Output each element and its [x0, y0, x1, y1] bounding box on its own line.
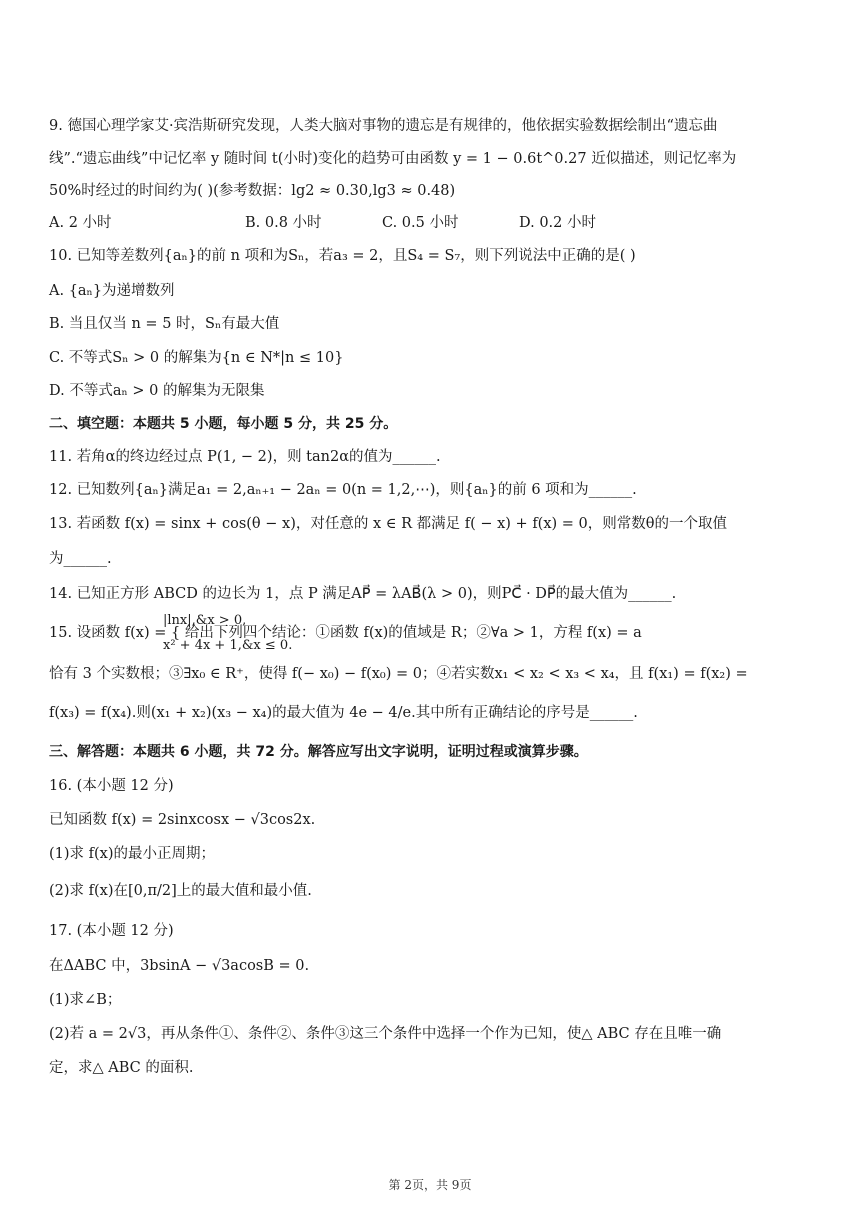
q15-line-1: 15. 设函数 f(x) = { 给出下列四个结论：①函数 f(x)的值域是 R；②∀a > 1，方程 f(x) = a — [49, 625, 642, 641]
q9-line-1: 9. 德国心理学家艾·宾浩斯研究发现，人类大脑对事物的遗忘是有规律的，他依据实验数据绘制出“遗忘曲 — [49, 118, 718, 134]
q13-line-2: 为______. — [49, 551, 112, 567]
q15-line-2: 恰有 3 个实数根；③∃x₀ ∈ R⁺，使得 f(− x₀) − f(x₀) = 0；④若实数x₁ < x₂ < x₃ < x₄，且 f(x₁) = f(x₂) = — [49, 666, 748, 682]
q9-option-c: C. 0.5 小时 — [382, 215, 459, 231]
q10-option-a: A. {aₙ}为递增数列 — [49, 283, 175, 299]
q9-options — [49, 212, 819, 234]
q10-option-c: C. 不等式Sₙ > 0 的解集为{n ∈ N*|n ≤ 10} — [49, 350, 344, 366]
q16-title: 16. (本小题 12 分) — [49, 778, 174, 794]
q17-part-2-line-1: (2)若 a = 2√3，再从条件①、条件②、条件③这三个条件中选择一个作为已知，使△ ABC 存在且唯一确 — [49, 1026, 722, 1042]
section-answer-title: 三、解答题：本题共 6 小题，共 72 分。解答应写出文字说明，证明过程或演算步骤。 — [49, 744, 588, 760]
section-fill-in-title: 二、填空题：本题共 5 小题，每小题 5 分，共 25 分。 — [49, 416, 398, 432]
q12: 12. 已知数列{aₙ}满足a₁ = 2,aₙ₊₁ − 2aₙ = 0(n = 1,2,⋯)，则{aₙ}的前 6 项和为______. — [49, 482, 637, 498]
q9-option-b: B. 0.8 小时 — [245, 215, 322, 231]
q13-line-1: 13. 若函数 f(x) = sinx + cos(θ − x)，对任意的 x ∈ R 都满足 f( − x) + f(x) = 0，则常数θ的一个取值 — [49, 516, 727, 532]
q11: 11. 若角α的终边经过点 P(1, − 2)，则 tan2α的值为______. — [49, 449, 441, 465]
page-number: 第 2页，共 9页 — [388, 1178, 472, 1192]
q17-part-2-line-2: 定，求△ ABC 的面积. — [49, 1060, 194, 1076]
q10-stem: 10. 已知等差数列{aₙ}的前 n 项和为Sₙ，若a₃ = 2，且S₄ = S₇，则下列说法中正确的是( ) — [49, 248, 636, 264]
q9-line-2: 线”.“遗忘曲线”中记忆率 y 随时间 t(小时)变化的趋势可由函数 y = 1 − 0.6t^0.27 近似描述，则记忆率为 — [49, 151, 737, 167]
q15-case-2: x² + 4x + 1,&x ≤ 0. — [163, 638, 293, 653]
q16-given: 已知函数 f(x) = 2sinxcosx − √3cos2x. — [49, 812, 316, 828]
q10-option-d: D. 不等式aₙ > 0 的解集为无限集 — [49, 383, 265, 399]
q15-case-1: |lnx|,&x > 0, — [163, 613, 247, 628]
q14: 14. 已知正方形 ABCD 的边长为 1，点 P 满足AP⃗ = λAB⃗(λ > 0)，则PC⃗ · DP⃗的最大值为______. — [49, 586, 677, 602]
q16-part-2: (2)求 f(x)在[0,π/2]上的最大值和最小值. — [49, 883, 312, 899]
q9-option-a: A. 2 小时 — [49, 215, 112, 231]
q17-title: 17. (本小题 12 分) — [49, 923, 174, 939]
q15-line-3: f(x₃) = f(x₄).则(x₁ + x₂)(x₃ − x₄)的最大值为 4e − 4/e.其中所有正确结论的序号是______. — [49, 705, 638, 721]
q10-option-b: B. 当且仅当 n = 5 时，Sₙ有最大值 — [49, 316, 280, 332]
q17-given: 在ΔABC 中，3bsinA − √3acosB = 0. — [49, 958, 310, 974]
q16-part-1: (1)求 f(x)的最小正周期； — [49, 846, 216, 862]
q17-part-1: (1)求∠B； — [49, 992, 122, 1008]
q9-option-d: D. 0.2 小时 — [519, 215, 596, 231]
q9-line-3: 50%时经过的时间约为( )(参考数据：lg2 ≈ 0.30,lg3 ≈ 0.48) — [49, 183, 456, 199]
